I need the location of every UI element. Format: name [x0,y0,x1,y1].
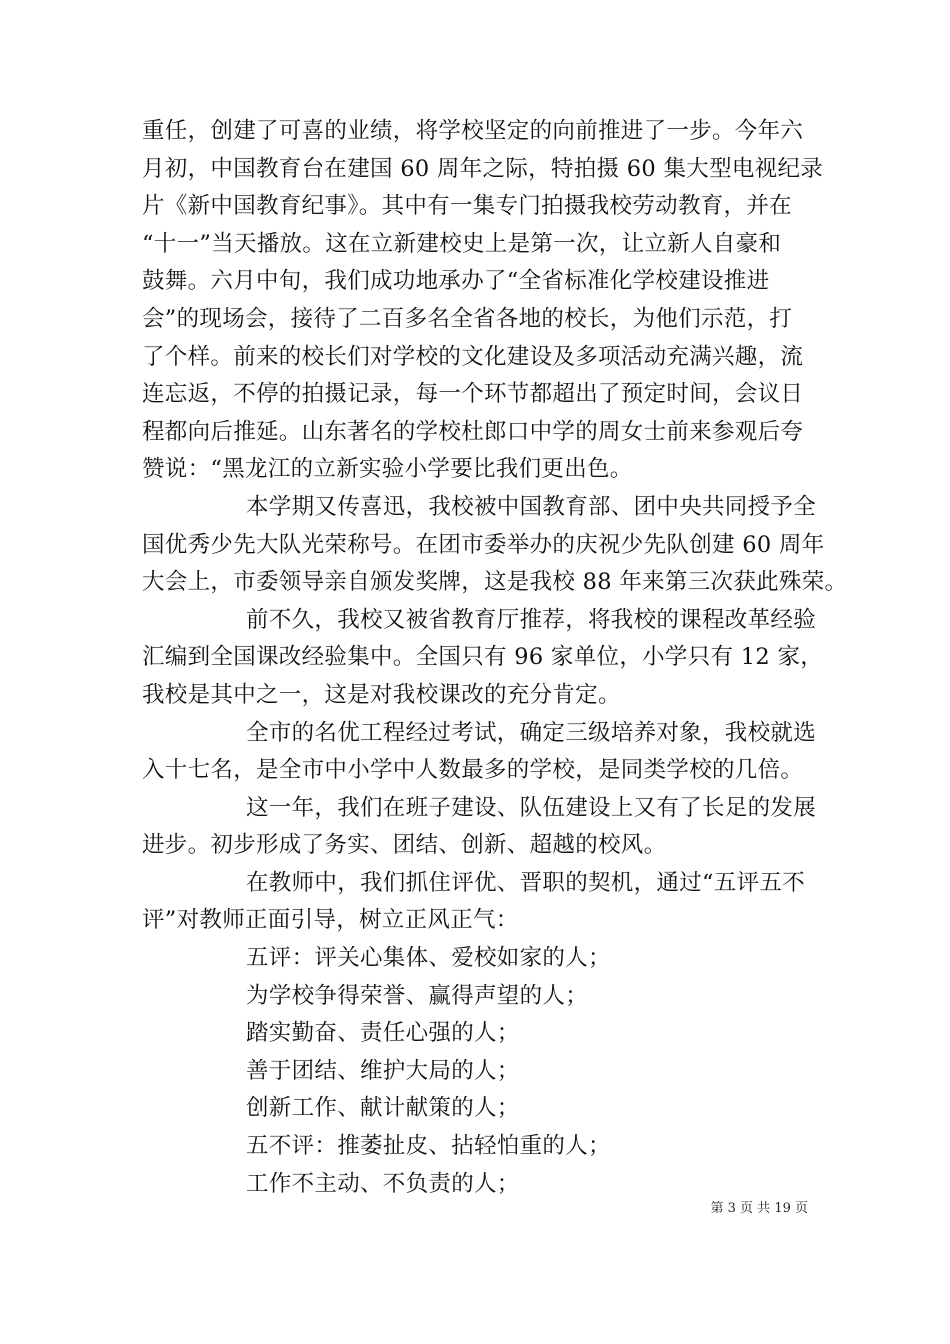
text-line: 善于团结、维护大局的人； [246,1057,520,1084]
text-line: 工作不主动、不负责的人； [246,1170,520,1197]
text-line: 本学期又传喜迅，我校被中国教育部、团中央共同授予全 [246,493,817,520]
text-line: 这一年，我们在班子建设、队伍建设上又有了长足的发展 [246,794,817,821]
text-line: 评”对教师正面引导，树立正风正气： [142,907,519,934]
text-line: 鼓舞。六月中旬，我们成功地承办了“全省标准化学校建设推进 [142,268,770,295]
text-line: 赞说：“黑龙江的立新实验小学要比我们更出色。 [142,456,633,483]
text-line: 汇编到全国课改经验集中。全国只有 96 家单位，小学只有 12 家， [142,644,824,671]
text-line: 重任，创建了可喜的业绩，将学校坚定的向前推进了一步。今年六 [142,118,804,144]
text-line: 连忘返，不停的拍摄记录，每一个环节都超出了预定时间，会议日 [142,381,804,408]
body-text [142,113,848,1203]
text-line: 大会上，市委领导亲自颁发奖牌，这是我校 88 年来第三次获此殊荣。 [142,569,848,596]
text-line: 为学校争得荣誉、赢得声望的人； [246,982,589,1009]
text-line: “十一”当天播放。这在立新建校史上是第一次，让立新人自豪和 [142,230,782,257]
text-line: 会”的现场会，接待了二百多名全省各地的校长，为他们示范，打 [142,305,793,332]
text-line: 五不评：推萎扯皮、拈轻怕重的人； [246,1133,611,1160]
text-line: 在教师中，我们抓住评优、晋职的契机，通过“五评五不 [246,869,806,896]
text-line: 月初，中国教育台在建国 60 周年之际，特拍摄 60 集大型电视纪录 [142,155,824,182]
text-line: 片《新中国教育纪事》。其中有一集专门拍摄我校劳动教育，并在 [142,193,792,220]
text-line: 程都向后推延。山东著名的学校杜郎口中学的周女士前来参观后夸 [142,418,804,445]
text-line: 全市的名优工程经过考试，确定三级培养对象，我校就选 [246,719,817,746]
text-line: 了个样。前来的校长们对学校的文化建设及多项活动充满兴趣，流 [142,343,804,370]
text-line: 创新工作、献计献策的人； [246,1095,520,1122]
text-line: 入十七名，是全市中小学中人数最多的学校，是同类学校的几倍。 [142,757,804,784]
text-line: 国优秀少先大队光荣称号。在团市委举办的庆祝少先队创建 60 周年 [142,531,825,558]
text-line: 我校是其中之一，这是对我校课改的充分肯定。 [142,681,621,708]
page-number: 第 3 页 共 19 页 [710,1201,808,1216]
text-line: 五评：评关心集体、爱校如家的人； [246,945,611,972]
text-line: 进步。初步形成了务实、团结、创新、超越的校风。 [142,832,667,859]
text-line: 前不久，我校又被省教育厅推荐，将我校的课程改革经验 [246,606,817,633]
text-line: 踏实勤奋、责任心强的人； [246,1020,520,1047]
